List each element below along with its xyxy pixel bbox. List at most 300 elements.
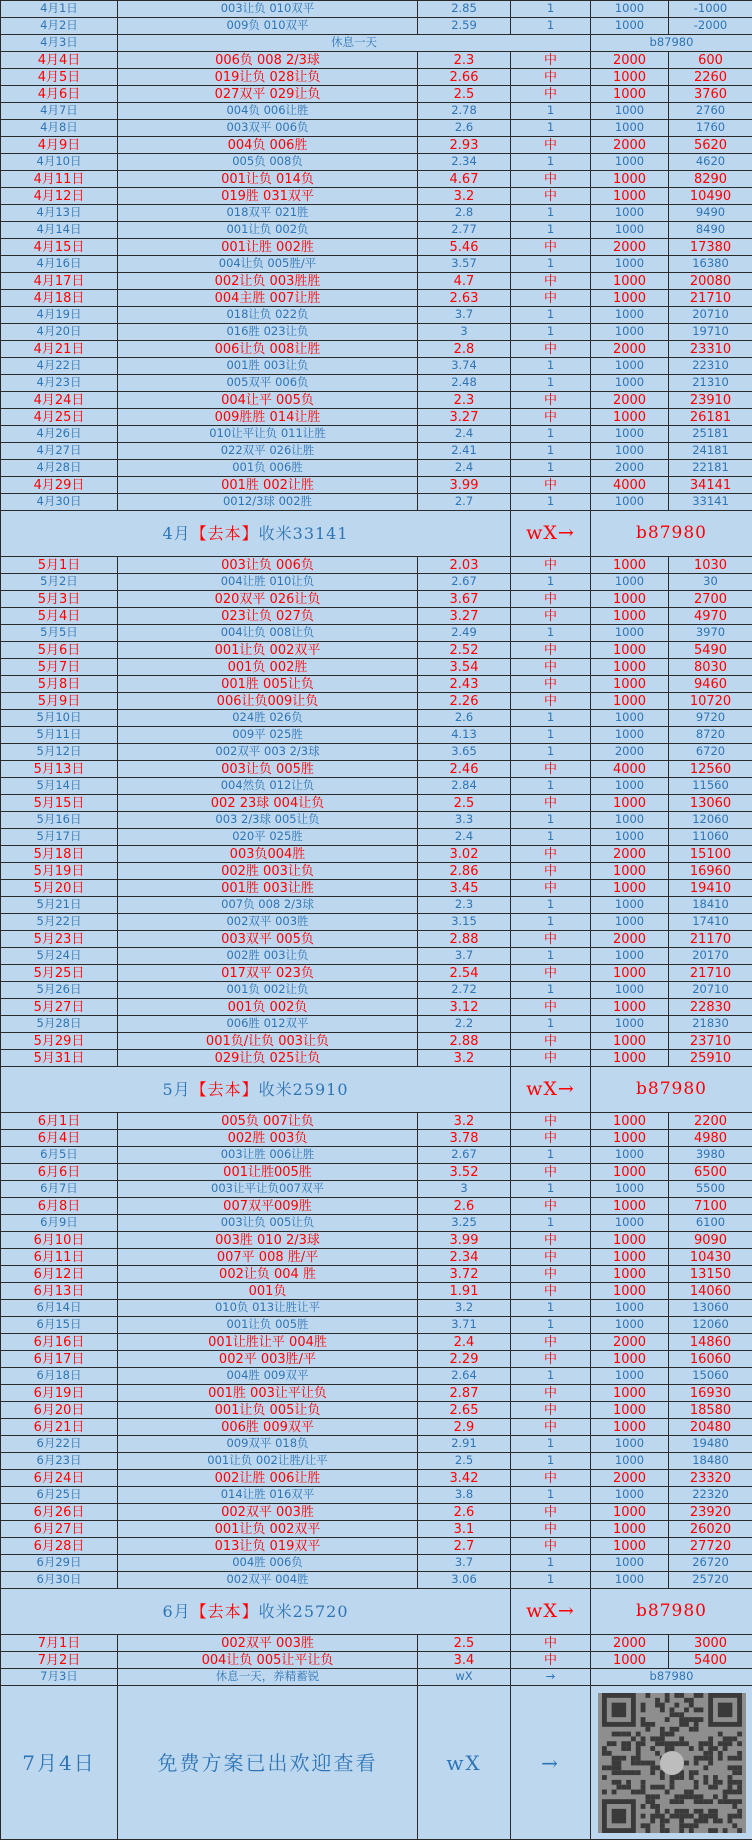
record-row xyxy=(1,375,752,392)
record-row xyxy=(1,659,752,676)
record-row xyxy=(1,1402,752,1419)
odds-cell: 2.87 xyxy=(418,1385,511,1402)
balance-cell: 21710 xyxy=(669,290,752,307)
result-cell: 1 xyxy=(511,574,591,591)
date-cell: 5月7日 xyxy=(1,659,118,676)
result-cell: 1 xyxy=(511,948,591,965)
stake-cell: 1000 xyxy=(591,1249,669,1266)
balance-cell: 9720 xyxy=(669,710,752,727)
result-cell: 中 xyxy=(511,86,591,103)
balance-cell: -2000 xyxy=(669,18,752,35)
balance-cell: 10430 xyxy=(669,1249,752,1266)
result-cell: 中 xyxy=(511,1249,591,1266)
odds-cell: 2.84 xyxy=(418,778,511,795)
date-cell: 6月8日 xyxy=(1,1198,118,1215)
record-row xyxy=(1,761,752,778)
result-cell: 1 xyxy=(511,829,591,846)
code-cell: b87980 xyxy=(591,1589,752,1635)
stake-cell: 2000 xyxy=(591,137,669,154)
picks-cell: 004让胜 010让负 xyxy=(118,574,418,591)
balance-cell: 1760 xyxy=(669,120,752,137)
picks-cell: 004负 006胜 xyxy=(118,137,418,154)
odds-cell: 2.4 xyxy=(418,426,511,443)
stake-cell: 1000 xyxy=(591,358,669,375)
date-cell: 6月28日 xyxy=(1,1538,118,1555)
date-cell: 4月8日 xyxy=(1,120,118,137)
result-cell: 中 xyxy=(511,52,591,69)
result-cell: 中 xyxy=(511,273,591,290)
balance-cell: 19410 xyxy=(669,880,752,897)
result-cell: 1 xyxy=(511,375,591,392)
picks-cell: 001让负 014负 xyxy=(118,171,418,188)
result-cell: 中 xyxy=(511,1521,591,1538)
stake-cell: 1000 xyxy=(591,409,669,426)
date-cell: 5月13日 xyxy=(1,761,118,778)
stake-cell: 1000 xyxy=(591,1283,669,1300)
stake-cell: 1000 xyxy=(591,659,669,676)
balance-cell: 15060 xyxy=(669,1368,752,1385)
odds-cell: 3.71 xyxy=(418,1317,511,1334)
date-cell: 5月16日 xyxy=(1,812,118,829)
odds-cell: 3.99 xyxy=(418,1232,511,1249)
date-cell: 6月17日 xyxy=(1,1351,118,1368)
picks-cell: 0012/3球 002胜 xyxy=(118,494,418,511)
picks-cell: 006胜 012双平 xyxy=(118,1016,418,1033)
picks-cell: 003 2/3球 005让负 xyxy=(118,812,418,829)
record-row xyxy=(1,1487,752,1504)
date-cell: 5月3日 xyxy=(1,591,118,608)
result-cell: 1 xyxy=(511,710,591,727)
result-cell: 1 xyxy=(511,982,591,999)
picks-cell: 001负/让负 003让负 xyxy=(118,1033,418,1050)
record-row xyxy=(1,239,752,256)
balance-cell: 19710 xyxy=(669,324,752,341)
date-cell: 4月5日 xyxy=(1,69,118,86)
date-cell: 4月25日 xyxy=(1,409,118,426)
picks-cell: 007平 008 胜/平 xyxy=(118,1249,418,1266)
odds-cell: 2.4 xyxy=(418,829,511,846)
record-row xyxy=(1,965,752,982)
stake-cell: 1000 xyxy=(591,1572,669,1589)
result-cell: 1 xyxy=(511,1181,591,1198)
picks-cell: 005双平 006负 xyxy=(118,375,418,392)
balance-cell: 34141 xyxy=(669,477,752,494)
result-cell: 中 xyxy=(511,591,591,608)
result-cell: 1 xyxy=(511,778,591,795)
picks-cell: 023让负 027负 xyxy=(118,608,418,625)
summary-cell xyxy=(1,1067,511,1113)
stake-cell: 1000 xyxy=(591,1385,669,1402)
stake-cell: 1000 xyxy=(591,188,669,205)
picks-cell: 002胜 003让负 xyxy=(118,863,418,880)
date-cell: 6月20日 xyxy=(1,1402,118,1419)
picks-cell: 001让负 005让负 xyxy=(118,1402,418,1419)
record-row xyxy=(1,642,752,659)
summary-total: 收米33141 xyxy=(259,524,349,543)
record-row xyxy=(1,1385,752,1402)
odds-cell: 2.88 xyxy=(418,931,511,948)
stake-cell: 1000 xyxy=(591,1113,669,1130)
result-cell: 中 xyxy=(511,863,591,880)
stake-cell: 1000 xyxy=(591,1130,669,1147)
stake-cell: 1000 xyxy=(591,103,669,120)
stake-cell: 1000 xyxy=(591,120,669,137)
result-cell: 中 xyxy=(511,1419,591,1436)
stake-cell: 1000 xyxy=(591,574,669,591)
result-cell: 1 xyxy=(511,625,591,642)
date-cell: 4月26日 xyxy=(1,426,118,443)
result-cell: 中 xyxy=(511,676,591,693)
balance-cell: 21310 xyxy=(669,375,752,392)
record-row xyxy=(1,574,752,591)
stake-cell: 1000 xyxy=(591,1368,669,1385)
result-cell: 中 xyxy=(511,761,591,778)
balance-cell: 5400 xyxy=(669,1652,752,1669)
stake-cell: 1000 xyxy=(591,443,669,460)
result-cell: 1 xyxy=(511,443,591,460)
picks-cell: 003让负 010双平 xyxy=(118,1,418,18)
record-row xyxy=(1,812,752,829)
balance-cell: 22830 xyxy=(669,999,752,1016)
date-cell: 5月6日 xyxy=(1,642,118,659)
stake-cell: 1000 xyxy=(591,676,669,693)
stake-cell: 1000 xyxy=(591,375,669,392)
record-row xyxy=(1,69,752,86)
picks-cell: 002 23球 004让负 xyxy=(118,795,418,812)
odds-cell: 2.6 xyxy=(418,1198,511,1215)
picks-cell: 005负 007让负 xyxy=(118,1113,418,1130)
stake-cell: 1000 xyxy=(591,1436,669,1453)
result-cell: 1 xyxy=(511,18,591,35)
stake-cell: 1000 xyxy=(591,1016,669,1033)
stake-cell: 1000 xyxy=(591,307,669,324)
picks-cell: 001让胜 002胜 xyxy=(118,239,418,256)
date-cell: 5月23日 xyxy=(1,931,118,948)
record-row xyxy=(1,1,752,18)
balance-cell: 8030 xyxy=(669,659,752,676)
summary-tag: 【去本】 xyxy=(191,524,259,543)
odds-cell: 3 xyxy=(418,1181,511,1198)
picks-cell: 001让负 002让胜/让平 xyxy=(118,1453,418,1470)
stake-cell: 1000 xyxy=(591,1504,669,1521)
record-row xyxy=(1,914,752,931)
balance-cell: 19480 xyxy=(669,1436,752,1453)
record-row xyxy=(1,999,752,1016)
balance-cell: 2760 xyxy=(669,103,752,120)
balance-cell: 15100 xyxy=(669,846,752,863)
balance-cell: 33141 xyxy=(669,494,752,511)
stake-cell: 2000 xyxy=(591,846,669,863)
balance-cell: 5620 xyxy=(669,137,752,154)
record-row xyxy=(1,948,752,965)
result-cell: 1 xyxy=(511,358,591,375)
result-cell: 中 xyxy=(511,1113,591,1130)
stake-cell: 1000 xyxy=(591,608,669,625)
odds-cell: 2.48 xyxy=(418,375,511,392)
odds-cell: 2.67 xyxy=(418,574,511,591)
result-cell: 中 xyxy=(511,69,591,86)
stake-cell: 1000 xyxy=(591,222,669,239)
stake-cell: 1000 xyxy=(591,812,669,829)
date-cell: 4月22日 xyxy=(1,358,118,375)
odds-cell: 2.85 xyxy=(418,1,511,18)
balance-cell: 20170 xyxy=(669,948,752,965)
stake-cell: 1000 xyxy=(591,880,669,897)
odds-cell: 2.88 xyxy=(418,1033,511,1050)
picks-cell: 001负 xyxy=(118,1283,418,1300)
result-cell: 中 xyxy=(511,1033,591,1050)
odds-cell: 3.7 xyxy=(418,1555,511,1572)
result-cell: 1 xyxy=(511,812,591,829)
record-row xyxy=(1,1538,752,1555)
stake-cell: 1000 xyxy=(591,171,669,188)
record-row xyxy=(1,1504,752,1521)
date-cell: 6月22日 xyxy=(1,1436,118,1453)
odds-cell: 2.29 xyxy=(418,1351,511,1368)
date-cell: 4月20日 xyxy=(1,324,118,341)
record-row xyxy=(1,1215,752,1232)
result-cell: 1 xyxy=(511,120,591,137)
date-cell: 6月18日 xyxy=(1,1368,118,1385)
record-row xyxy=(1,1572,752,1589)
date-cell: 6月10日 xyxy=(1,1232,118,1249)
balance-cell: 22310 xyxy=(669,358,752,375)
picks-cell: 003双平 005负 xyxy=(118,931,418,948)
date-cell: 4月10日 xyxy=(1,154,118,171)
stake-cell: 1000 xyxy=(591,1266,669,1283)
record-row xyxy=(1,1652,752,1669)
odds-cell: 3.25 xyxy=(418,1215,511,1232)
footer-arrow: → xyxy=(511,1686,591,1840)
record-row xyxy=(1,863,752,880)
picks-cell: 002胜 003负 xyxy=(118,1130,418,1147)
balance-cell: 6100 xyxy=(669,1215,752,1232)
date-cell: 4月1日 xyxy=(1,1,118,18)
summary-month: 4月 xyxy=(162,524,190,543)
date-cell: 4月24日 xyxy=(1,392,118,409)
odds-cell: 2.7 xyxy=(418,494,511,511)
result-cell: 1 xyxy=(511,727,591,744)
odds-cell: 2.52 xyxy=(418,642,511,659)
date-cell: 5月22日 xyxy=(1,914,118,931)
date-cell: 5月24日 xyxy=(1,948,118,965)
balance-cell: 3980 xyxy=(669,1147,752,1164)
balance-cell: 23910 xyxy=(669,392,752,409)
picks-cell: 001让负 002负 xyxy=(118,222,418,239)
stake-cell: 1000 xyxy=(591,1351,669,1368)
record-row xyxy=(1,1266,752,1283)
record-row xyxy=(1,256,752,273)
balance-cell: 3760 xyxy=(669,86,752,103)
stake-cell: 1000 xyxy=(591,1033,669,1050)
date-cell: 6月9日 xyxy=(1,1215,118,1232)
stake-cell: 1000 xyxy=(591,982,669,999)
stake-cell: 1000 xyxy=(591,1487,669,1504)
balance-cell: 4980 xyxy=(669,1130,752,1147)
odds-cell: 4.67 xyxy=(418,171,511,188)
odds-cell: 2.67 xyxy=(418,1147,511,1164)
odds-cell: 2.26 xyxy=(418,693,511,710)
stake-cell: 1000 xyxy=(591,1402,669,1419)
balance-cell: 18410 xyxy=(669,897,752,914)
balance-cell: 6720 xyxy=(669,744,752,761)
date-cell: 6月26日 xyxy=(1,1504,118,1521)
odds-cell: 2.6 xyxy=(418,120,511,137)
picks-cell: 001让负 005胜 xyxy=(118,1317,418,1334)
summary-total: 收米25910 xyxy=(259,1080,349,1099)
date-cell: 5月26日 xyxy=(1,982,118,999)
balance-cell: 18480 xyxy=(669,1453,752,1470)
stake-cell: 1000 xyxy=(591,1419,669,1436)
balance-cell: 4620 xyxy=(669,154,752,171)
balance-cell: 25720 xyxy=(669,1572,752,1589)
result-cell: 1 xyxy=(511,460,591,477)
picks-cell: 002双平 004胜 xyxy=(118,1572,418,1589)
result-cell: 1 xyxy=(511,154,591,171)
record-row xyxy=(1,1470,752,1487)
stake-cell: 2000 xyxy=(591,1470,669,1487)
picks-cell: 002让胜 006让胜 xyxy=(118,1470,418,1487)
stake-cell: 1000 xyxy=(591,897,669,914)
rest-note-cell: 休息一天 xyxy=(118,35,591,52)
odds-cell: 3.15 xyxy=(418,914,511,931)
date-cell: 4月15日 xyxy=(1,239,118,256)
balance-cell: 2260 xyxy=(669,69,752,86)
record-row xyxy=(1,154,752,171)
record-row xyxy=(1,1351,752,1368)
odds-cell: 2.63 xyxy=(418,290,511,307)
date-cell: 5月17日 xyxy=(1,829,118,846)
date-cell: 6月27日 xyxy=(1,1521,118,1538)
balance-cell: 23320 xyxy=(669,1470,752,1487)
date-cell: 4月29日 xyxy=(1,477,118,494)
odds-cell: 3.42 xyxy=(418,1470,511,1487)
picks-cell: 005负 008负 xyxy=(118,154,418,171)
stake-cell: 1000 xyxy=(591,1147,669,1164)
picks-cell: 003让平让负007双平 xyxy=(118,1181,418,1198)
balance-cell: 600 xyxy=(669,52,752,69)
record-row xyxy=(1,795,752,812)
date-cell: 5月11日 xyxy=(1,727,118,744)
summary-cell xyxy=(1,1589,511,1635)
picks-cell: 002双平 003胜 xyxy=(118,1504,418,1521)
odds-cell: 2.3 xyxy=(418,52,511,69)
result-cell: 中 xyxy=(511,290,591,307)
picks-cell: 001胜 002让胜 xyxy=(118,477,418,494)
odds-cell: 3 xyxy=(418,324,511,341)
record-row xyxy=(1,608,752,625)
odds-cell: 2.72 xyxy=(418,982,511,999)
odds-cell: 3.02 xyxy=(418,846,511,863)
odds-cell: 2.78 xyxy=(418,103,511,120)
record-row xyxy=(1,205,752,222)
record-row xyxy=(1,1635,752,1652)
picks-cell: 006负 008 2/3球 xyxy=(118,52,418,69)
qr-code-icon xyxy=(598,1693,746,1833)
stake-cell: 1000 xyxy=(591,1164,669,1181)
summary-tag: 【去本】 xyxy=(191,1602,259,1621)
date-cell: 5月10日 xyxy=(1,710,118,727)
stake-cell: 1000 xyxy=(591,1652,669,1669)
code-cell: b87980 xyxy=(591,511,752,557)
stake-cell: 1000 xyxy=(591,863,669,880)
picks-cell: 002平 003胜/平 xyxy=(118,1351,418,1368)
date-cell: 4月12日 xyxy=(1,188,118,205)
odds-cell: 2.6 xyxy=(418,1504,511,1521)
result-cell: 中 xyxy=(511,642,591,659)
odds-cell: 3.65 xyxy=(418,744,511,761)
result-cell: 1 xyxy=(511,1487,591,1504)
record-row xyxy=(1,744,752,761)
odds-cell: 2.77 xyxy=(418,222,511,239)
picks-cell: 024胜 026负 xyxy=(118,710,418,727)
balance-cell: 2200 xyxy=(669,1113,752,1130)
picks-cell: 003胜 010 2/3球 xyxy=(118,1232,418,1249)
result-cell: 中 xyxy=(511,608,591,625)
odds-cell: 2.59 xyxy=(418,18,511,35)
odds-cell: 3.52 xyxy=(418,1164,511,1181)
record-row xyxy=(1,307,752,324)
picks-cell: 022双平 026让胜 xyxy=(118,443,418,460)
result-cell: 中 xyxy=(511,1232,591,1249)
odds-cell: 3.2 xyxy=(418,1300,511,1317)
stake-cell: 1000 xyxy=(591,205,669,222)
date-cell: 4月16日 xyxy=(1,256,118,273)
date-cell: 6月14日 xyxy=(1,1300,118,1317)
date-cell: 4月21日 xyxy=(1,341,118,358)
record-row xyxy=(1,1181,752,1198)
odds-cell: 2.41 xyxy=(418,443,511,460)
summary-cell xyxy=(1,511,511,557)
picks-cell: 001让负 002双平 xyxy=(118,642,418,659)
balance-cell: 9460 xyxy=(669,676,752,693)
picks-cell: 016胜 023让负 xyxy=(118,324,418,341)
summary-tag: 【去本】 xyxy=(191,1080,259,1099)
picks-cell: 004让平 005负 xyxy=(118,392,418,409)
record-row xyxy=(1,1147,752,1164)
odds-cell: 2.64 xyxy=(418,1368,511,1385)
record-row xyxy=(1,426,752,443)
date-cell: 5月20日 xyxy=(1,880,118,897)
odds-cell: 5.46 xyxy=(418,239,511,256)
balance-cell: -1000 xyxy=(669,1,752,18)
picks-cell: 007负 008 2/3球 xyxy=(118,897,418,914)
date-cell: 6月7日 xyxy=(1,1181,118,1198)
balance-cell: 16930 xyxy=(669,1385,752,1402)
balance-cell: 12560 xyxy=(669,761,752,778)
picks-cell: 002双平 003胜 xyxy=(118,914,418,931)
odds-cell: 2.5 xyxy=(418,86,511,103)
result-cell: 中 xyxy=(511,931,591,948)
record-row xyxy=(1,829,752,846)
odds-cell: 2.43 xyxy=(418,676,511,693)
picks-cell: 027双平 029让负 xyxy=(118,86,418,103)
odds-cell: 3.99 xyxy=(418,477,511,494)
date-cell: 6月13日 xyxy=(1,1283,118,1300)
picks-cell: 004负 006让胜 xyxy=(118,103,418,120)
record-row xyxy=(1,1130,752,1147)
record-row xyxy=(1,1016,752,1033)
balance-cell: 4970 xyxy=(669,608,752,625)
arrow-cell: → xyxy=(511,1669,591,1686)
odds-cell: 3.27 xyxy=(418,608,511,625)
date-cell: 4月23日 xyxy=(1,375,118,392)
odds-cell: 2.34 xyxy=(418,1249,511,1266)
result-cell: 中 xyxy=(511,846,591,863)
result-cell: 中 xyxy=(511,659,591,676)
record-row xyxy=(1,324,752,341)
wx-cell: wX xyxy=(418,1669,511,1686)
